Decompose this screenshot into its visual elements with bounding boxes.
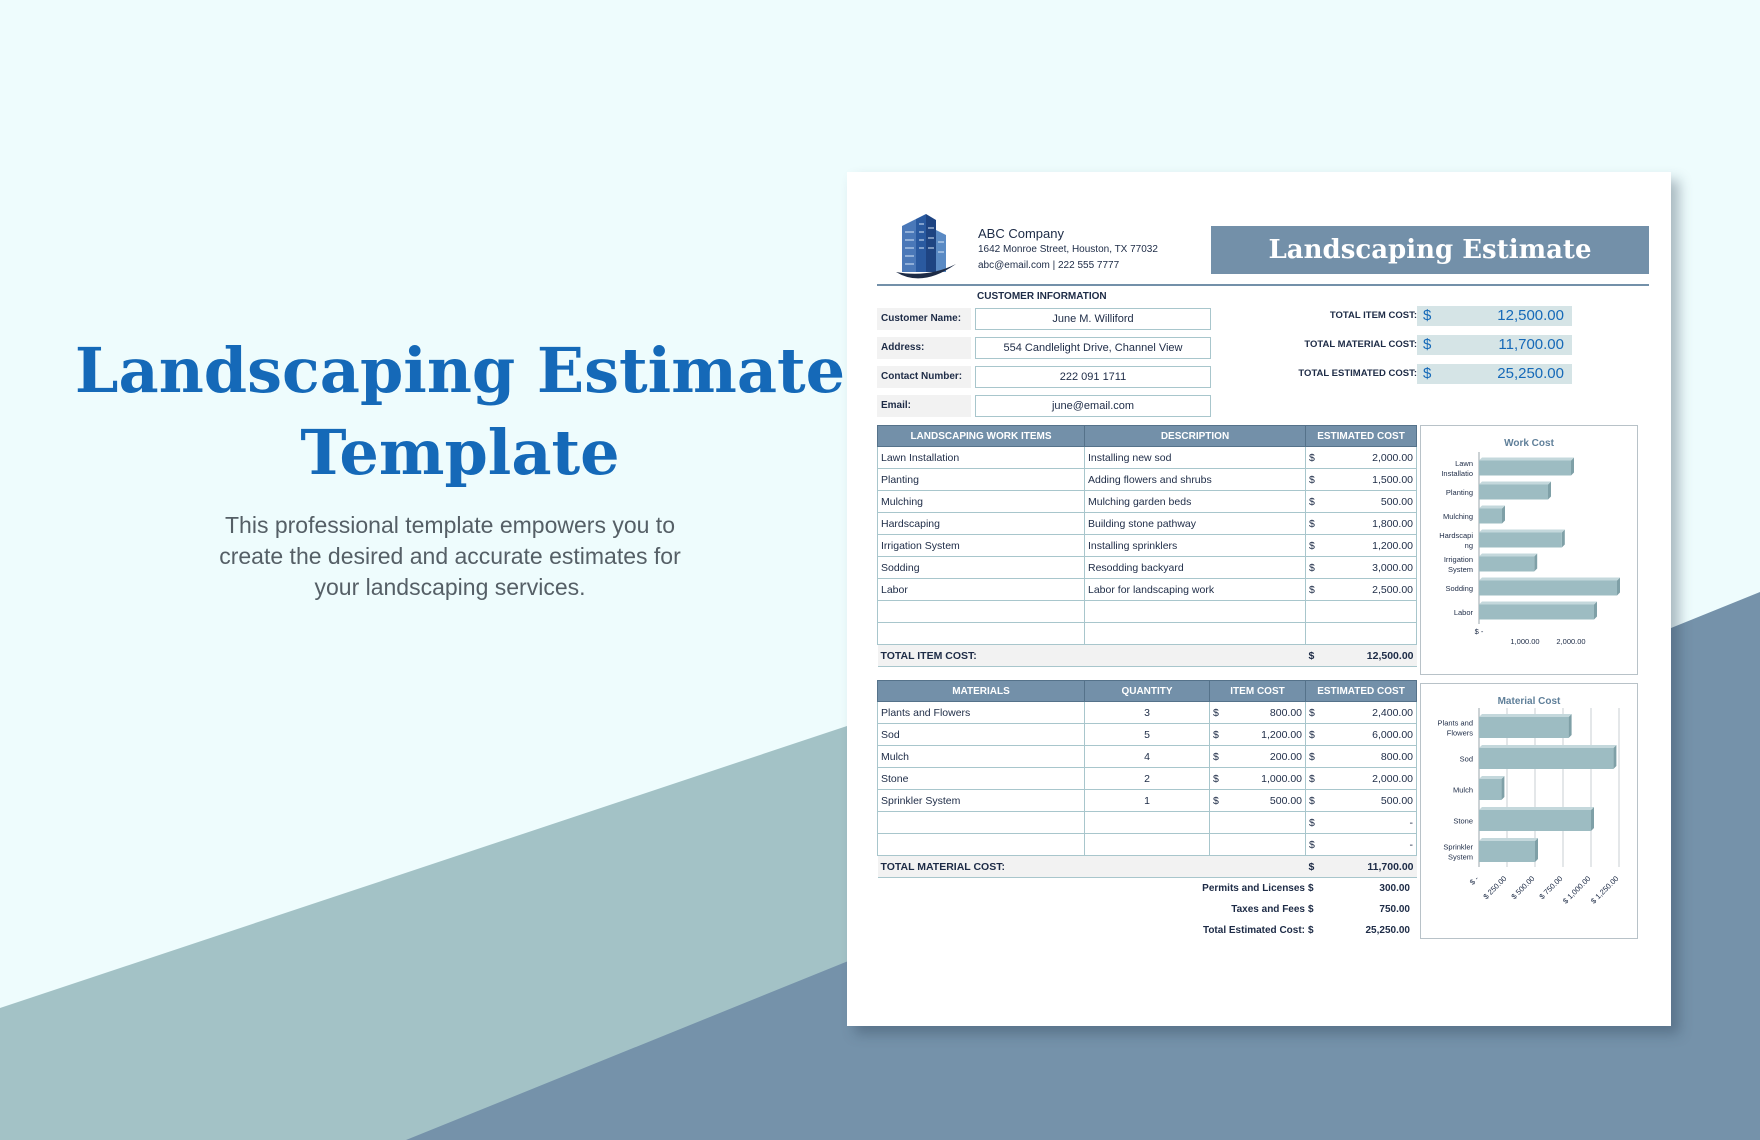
work-item-cell[interactable]: Sodding — [878, 557, 1085, 579]
work-description-cell[interactable]: Mulching garden beds — [1085, 491, 1306, 513]
hero-subtitle-line-2: create the desired and accurate estimates for — [219, 543, 681, 569]
chart-bar — [1479, 581, 1617, 596]
material-item-currency-cell: $ — [1210, 746, 1224, 768]
work-cost-cell[interactable]: 2,500.00 — [1320, 579, 1417, 601]
chart-bar-side — [1613, 745, 1616, 769]
company-address: 1642 Monroe Street, Houston, TX 77032 — [978, 244, 1158, 255]
material-est-currency-cell: $ — [1306, 702, 1320, 724]
contact-number-field[interactable]: 222 091 1711 — [975, 366, 1211, 388]
chart-category-label: Sodding — [1445, 584, 1473, 593]
material-name-cell[interactable]: Mulch — [878, 746, 1085, 768]
summary-item-cost-value — [1417, 306, 1572, 326]
chart-bar-side — [1569, 714, 1572, 738]
work-cost-currency-cell — [1306, 623, 1320, 645]
chart-bar-side — [1501, 776, 1504, 800]
extra-cost-currency: $ — [1308, 883, 1314, 894]
material-est-cost-cell: 6,000.00 — [1320, 724, 1417, 746]
material-name-cell[interactable] — [878, 812, 1085, 834]
material-quantity-cell[interactable] — [1085, 834, 1210, 856]
materials-table-row — [878, 724, 1417, 746]
chart-bar — [1479, 841, 1535, 862]
material-est-cost-cell: 800.00 — [1320, 746, 1417, 768]
summary-estimated-cost-label: TOTAL ESTIMATED COST: — [1298, 368, 1417, 379]
chart-tick-label: 1,000.00 — [1510, 637, 1540, 646]
chart-bar-top — [1479, 530, 1565, 533]
chart-bar-top — [1479, 602, 1597, 605]
work-description-cell[interactable]: Building stone pathway — [1085, 513, 1306, 535]
work-cost-currency-cell: $ — [1306, 513, 1320, 535]
work-description-cell[interactable] — [1085, 623, 1306, 645]
work-table-row — [878, 491, 1417, 513]
work-cost-cell[interactable]: 1,200.00 — [1320, 535, 1417, 557]
work-table-row — [878, 557, 1417, 579]
material-item-currency-cell: $ — [1210, 702, 1224, 724]
chart-category-label: Sprinkler System — [1443, 842, 1473, 862]
material-est-cost-cell: 500.00 — [1320, 790, 1417, 812]
chart-category-label: Lawn Installatio — [1441, 459, 1473, 478]
work-item-cell[interactable]: Labor — [878, 579, 1085, 601]
building-logo-icon — [892, 210, 960, 284]
extra-cost-row — [877, 901, 1416, 922]
chart-bar-side — [1591, 807, 1594, 831]
hero-title-line-2: Template — [300, 416, 620, 489]
material-name-cell[interactable]: Plants and Flowers — [878, 702, 1085, 724]
work-total-value: 12,500.00 — [1320, 645, 1417, 667]
chart-tick-label: $ - — [1467, 874, 1481, 887]
work-description-cell[interactable]: Resodding backyard — [1085, 557, 1306, 579]
chart-bar — [1479, 557, 1534, 572]
materials-table-row — [878, 702, 1417, 724]
materials-table-row — [878, 834, 1417, 856]
summary-item-cost-currency: $ — [1423, 307, 1432, 324]
chart-bar-top — [1479, 838, 1538, 841]
chart-category-label: Plants and Flowers — [1437, 718, 1473, 738]
estimated-cost-column-header: ESTIMATED COST — [1306, 426, 1417, 447]
materials-table-row — [878, 812, 1417, 834]
chart-bar — [1479, 461, 1571, 476]
material-estimated-cost-column-header: ESTIMATED COST — [1306, 681, 1417, 702]
work-table-row — [878, 535, 1417, 557]
work-cost-currency-cell: $ — [1306, 579, 1320, 601]
customer-info-heading: CUSTOMER INFORMATION — [977, 291, 1107, 302]
chart-bar — [1479, 748, 1613, 769]
summary-item-cost-label: TOTAL ITEM COST: — [1329, 310, 1417, 321]
work-cost-cell[interactable] — [1320, 601, 1417, 623]
extra-cost-row — [877, 922, 1416, 943]
work-cost-cell[interactable]: 3,000.00 — [1320, 557, 1417, 579]
extra-cost-value: 25,250.00 — [1365, 925, 1410, 936]
chart-bar-side — [1548, 482, 1551, 500]
material-cost-chart — [1420, 683, 1638, 939]
work-description-cell[interactable]: Adding flowers and shrubs — [1085, 469, 1306, 491]
estimate-document — [847, 172, 1671, 1026]
materials-total-label: TOTAL MATERIAL COST: — [878, 856, 1306, 878]
email-label: Email: — [877, 395, 971, 417]
work-description-cell[interactable]: Installing sprinklers — [1085, 535, 1306, 557]
work-item-cell[interactable]: Irrigation System — [878, 535, 1085, 557]
chart-tick-label: $ - — [1474, 627, 1484, 636]
materials-table-row — [878, 768, 1417, 790]
work-items-column-header: LANDSCAPING WORK ITEMS — [878, 426, 1085, 447]
chart-tick-label: 2,000.00 — [1556, 637, 1586, 646]
customer-name-label: Customer Name: — [877, 308, 971, 330]
hero-subtitle — [180, 510, 720, 603]
material-item-currency-cell: $ — [1210, 724, 1224, 746]
work-cost-cell[interactable]: 1,500.00 — [1320, 469, 1417, 491]
chart-category-label: Planting — [1445, 488, 1473, 497]
header-divider — [877, 284, 1649, 286]
material-est-currency-cell: $ — [1306, 768, 1320, 790]
material-est-cost-cell: 2,000.00 — [1320, 768, 1417, 790]
work-item-cell[interactable]: Hardscaping — [878, 513, 1085, 535]
work-table-row — [878, 601, 1417, 623]
chart-category-label: Mulch — [1452, 785, 1473, 795]
work-table-row — [878, 513, 1417, 535]
chart-bar-side — [1535, 838, 1538, 862]
chart-bar — [1479, 717, 1569, 738]
summary-material-cost-label: TOTAL MATERIAL COST: — [1304, 339, 1417, 350]
material-name-cell[interactable]: Sprinkler System — [878, 790, 1085, 812]
material-quantity-cell[interactable]: 1 — [1085, 790, 1210, 812]
chart-bar — [1479, 605, 1594, 620]
chart-bar — [1479, 509, 1502, 524]
chart-bar-side — [1617, 578, 1620, 596]
material-est-currency-cell: $ — [1306, 746, 1320, 768]
chart-bar-top — [1479, 776, 1504, 779]
material-item-cost-cell[interactable]: 1,200.00 — [1224, 724, 1306, 746]
extra-costs — [877, 880, 1416, 943]
material-est-currency-cell: $ — [1306, 790, 1320, 812]
material-quantity-cell[interactable]: 4 — [1085, 746, 1210, 768]
chart-bar-side — [1571, 458, 1574, 476]
chart-title: Work Cost — [1504, 438, 1554, 449]
material-quantity-cell[interactable]: 5 — [1085, 724, 1210, 746]
work-description-cell[interactable]: Installing new sod — [1085, 447, 1306, 469]
work-total-label: TOTAL ITEM COST: — [878, 645, 1306, 667]
material-item-currency-cell — [1210, 834, 1224, 856]
summary-material-cost-amount: 11,700.00 — [1498, 336, 1564, 353]
quantity-column-header: QUANTITY — [1085, 681, 1210, 702]
material-item-currency-cell: $ — [1210, 768, 1224, 790]
chart-category-label: Stone — [1453, 816, 1473, 826]
chart-bar-side — [1594, 602, 1597, 620]
work-cost-chart — [1420, 425, 1638, 675]
chart-category-label: Irrigation System — [1443, 555, 1473, 574]
work-cost-currency-cell: $ — [1306, 535, 1320, 557]
materials-table-row — [878, 746, 1417, 768]
chart-category-label: Sod — [1459, 754, 1473, 764]
material-item-currency-cell: $ — [1210, 790, 1224, 812]
work-cost-cell[interactable]: 2,000.00 — [1320, 447, 1417, 469]
work-cost-chart-svg — [1421, 426, 1637, 674]
work-cost-currency-cell — [1306, 601, 1320, 623]
chart-category-label: Labor — [1453, 608, 1473, 617]
extra-cost-value: 300.00 — [1379, 883, 1410, 894]
extra-cost-label: Permits and Licenses — [1202, 883, 1305, 894]
material-name-cell[interactable]: Sod — [878, 724, 1085, 746]
extra-cost-label: Total Estimated Cost: — [1202, 925, 1305, 936]
chart-bar-top — [1479, 714, 1572, 717]
email-field[interactable]: june@email.com — [975, 395, 1211, 417]
chart-bar-top — [1479, 554, 1537, 557]
chart-category-label: Hardscapi ng — [1439, 531, 1473, 550]
work-item-cell[interactable] — [878, 601, 1085, 623]
material-name-cell[interactable]: Stone — [878, 768, 1085, 790]
work-table-row — [878, 623, 1417, 645]
work-table-row — [878, 469, 1417, 491]
address-field[interactable]: 554 Candlelight Drive, Channel View — [975, 337, 1211, 359]
hero-subtitle-line-1: This professional template empowers you to — [225, 512, 675, 538]
document-title: Landscaping Estimate — [1211, 226, 1649, 274]
hero-title — [60, 330, 860, 494]
chart-bar-top — [1479, 506, 1505, 509]
work-items-table — [877, 425, 1417, 667]
extra-cost-label: Taxes and Fees — [1231, 904, 1305, 915]
chart-title: Material Cost — [1497, 696, 1561, 707]
chart-bar-top — [1479, 578, 1620, 581]
material-item-cost-cell[interactable]: 200.00 — [1224, 746, 1306, 768]
item-cost-column-header: ITEM COST — [1210, 681, 1306, 702]
materials-total-value: 11,700.00 — [1320, 856, 1417, 878]
summary-estimated-cost-amount: 25,250.00 — [1497, 365, 1564, 382]
address-label: Address: — [877, 337, 971, 359]
materials-column-header: MATERIALS — [878, 681, 1085, 702]
chart-bar-side — [1534, 554, 1537, 572]
chart-bar-side — [1502, 506, 1505, 524]
work-item-cell[interactable] — [878, 623, 1085, 645]
work-table-header-row — [878, 426, 1417, 447]
extra-cost-value: 750.00 — [1379, 904, 1410, 915]
company-contact: abc@email.com | 222 555 7777 — [978, 260, 1120, 271]
work-item-cell[interactable]: Lawn Installation — [878, 447, 1085, 469]
material-est-currency-cell: $ — [1306, 812, 1320, 834]
work-table-row — [878, 447, 1417, 469]
customer-name-field[interactable]: June M. Williford — [975, 308, 1211, 330]
work-cost-currency-cell: $ — [1306, 491, 1320, 513]
work-cost-currency-cell: $ — [1306, 469, 1320, 491]
material-est-cost-cell: 2,400.00 — [1320, 702, 1417, 724]
work-total-row — [878, 645, 1417, 667]
chart-tick-label: $ 500.00 — [1509, 874, 1537, 902]
hero-title-line-1: Landscaping Estimate — [74, 334, 846, 407]
chart-bar-top — [1479, 807, 1594, 810]
chart-category-label: Mulching — [1442, 512, 1473, 521]
material-item-cost-cell[interactable]: 500.00 — [1224, 790, 1306, 812]
material-name-cell[interactable] — [878, 834, 1085, 856]
extra-cost-currency: $ — [1308, 904, 1314, 915]
company-name: ABC Company — [978, 226, 1064, 241]
material-quantity-cell[interactable]: 2 — [1085, 768, 1210, 790]
work-item-cell[interactable]: Mulching — [878, 491, 1085, 513]
materials-total-currency: $ — [1306, 856, 1320, 878]
summary-material-cost-value — [1417, 335, 1572, 355]
extra-cost-currency: $ — [1308, 925, 1314, 936]
chart-bar-side — [1562, 530, 1565, 548]
work-table-row — [878, 579, 1417, 601]
material-est-cost-cell: - — [1320, 812, 1417, 834]
chart-tick-label: $ 250.00 — [1481, 874, 1509, 902]
materials-total-row — [878, 856, 1417, 878]
chart-bar — [1479, 810, 1591, 831]
work-cost-currency-cell: $ — [1306, 447, 1320, 469]
work-description-cell[interactable] — [1085, 601, 1306, 623]
chart-bar — [1479, 779, 1501, 800]
material-est-cost-cell: - — [1320, 834, 1417, 856]
chart-bar — [1479, 485, 1548, 500]
chart-bar-top — [1479, 482, 1551, 485]
description-column-header: DESCRIPTION — [1085, 426, 1306, 447]
chart-bar-top — [1479, 745, 1616, 748]
work-cost-cell[interactable]: 1,800.00 — [1320, 513, 1417, 535]
material-item-currency-cell — [1210, 812, 1224, 834]
work-description-cell[interactable]: Labor for landscaping work — [1085, 579, 1306, 601]
material-item-cost-cell[interactable]: 800.00 — [1224, 702, 1306, 724]
work-item-cell[interactable]: Planting — [878, 469, 1085, 491]
summary-material-cost-currency: $ — [1423, 336, 1432, 353]
material-cost-chart-svg — [1421, 684, 1637, 938]
material-item-cost-cell[interactable] — [1224, 812, 1306, 834]
chart-bar-top — [1479, 458, 1574, 461]
material-quantity-cell[interactable] — [1085, 812, 1210, 834]
work-cost-currency-cell: $ — [1306, 557, 1320, 579]
material-est-currency-cell: $ — [1306, 834, 1320, 856]
chart-tick-label: $ 1,000.00 — [1560, 874, 1593, 906]
work-total-currency: $ — [1306, 645, 1320, 667]
work-cost-cell[interactable] — [1320, 623, 1417, 645]
chart-tick-label: $ 750.00 — [1537, 874, 1565, 902]
summary-item-cost-amount: 12,500.00 — [1497, 307, 1564, 324]
material-item-cost-cell[interactable]: 1,000.00 — [1224, 768, 1306, 790]
contact-number-label: Contact Number: — [877, 366, 971, 388]
materials-table-header-row — [878, 681, 1417, 702]
material-item-cost-cell[interactable] — [1224, 834, 1306, 856]
chart-bar — [1479, 533, 1562, 548]
materials-table-row — [878, 790, 1417, 812]
summary-estimated-cost-value — [1417, 364, 1572, 384]
hero-subtitle-line-3: your landscaping services. — [314, 574, 586, 600]
summary-estimated-cost-currency: $ — [1423, 365, 1432, 382]
extra-cost-row — [877, 880, 1416, 901]
material-quantity-cell[interactable]: 3 — [1085, 702, 1210, 724]
work-cost-cell[interactable]: 500.00 — [1320, 491, 1417, 513]
material-est-currency-cell: $ — [1306, 724, 1320, 746]
chart-tick-label: $ 1,250.00 — [1588, 874, 1621, 906]
materials-table — [877, 680, 1417, 878]
